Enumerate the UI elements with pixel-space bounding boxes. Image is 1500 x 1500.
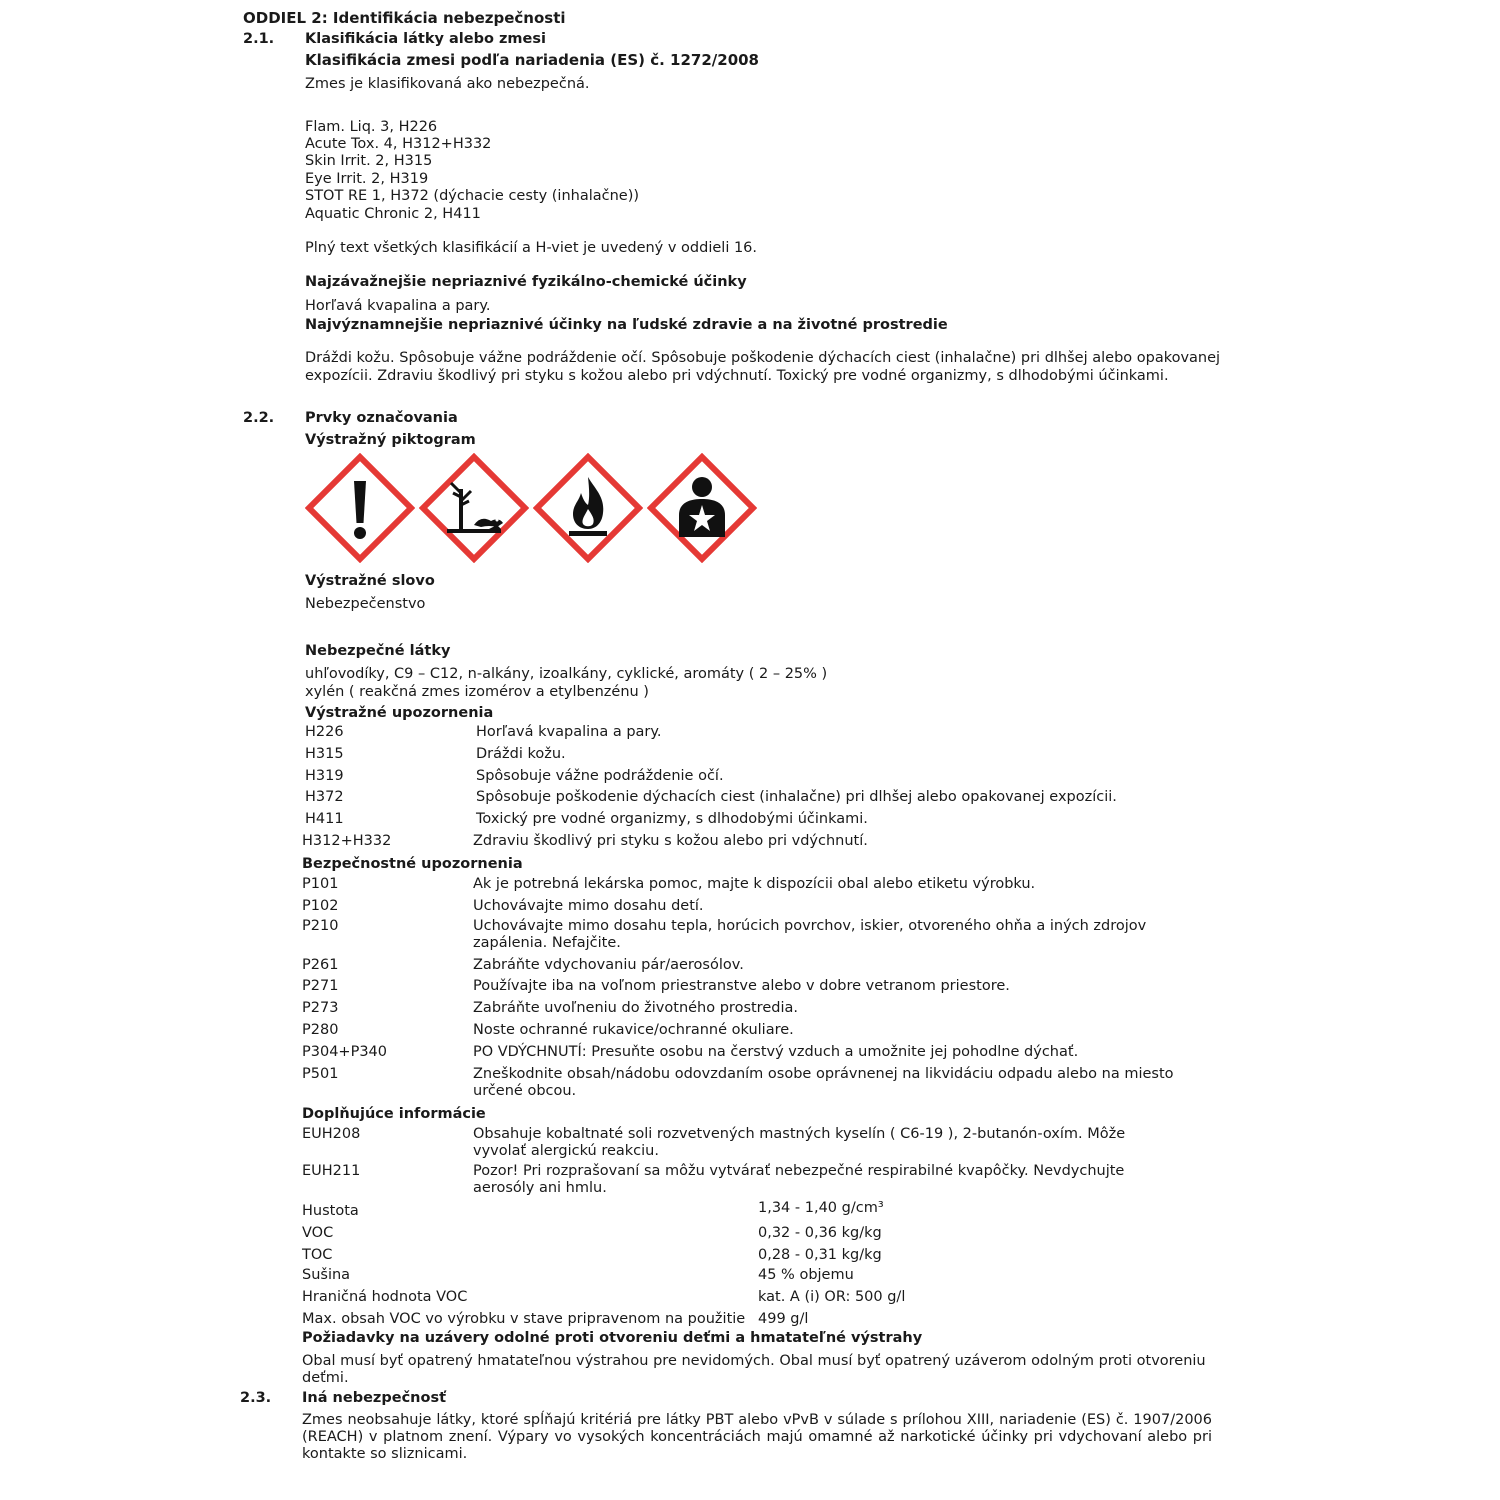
supplemental-code: EUH208 — [302, 1126, 361, 1142]
health-text: expozícii. Zdraviu škodlivý pri styku s kožou alebo pri vdýchnutí. Toxický pre vodné organizmy, s dlhodobými účinkami. — [305, 368, 1169, 384]
property-label: Sušina — [302, 1267, 351, 1283]
precaution-code: P102 — [302, 898, 339, 914]
property-value: 0,28 - 0,31 kg/kg — [758, 1247, 882, 1263]
health-heading: Najvýznamnejšie nepriaznivé účinky na ľudské zdravie a na životné prostredie — [305, 317, 948, 333]
section-number-2-3: 2.3. — [240, 1390, 272, 1406]
property-value: 1,34 - 1,40 g/cm³ — [758, 1200, 884, 1216]
precaution-text: Ak je potrebná lekárska pomoc, majte k dispozícii obal alebo etiketu výrobku. — [473, 876, 1036, 892]
precaution-text: Používajte iba na voľnom priestranstve alebo v dobre vetranom priestore. — [473, 978, 1010, 994]
classification-item: STOT RE 1, H372 (dýchacie cesty (inhalačne)) — [305, 188, 640, 204]
child-closure-heading: Požiadavky na uzávery odolné proti otvoreniu deťmi a hmatateľné výstrahy — [302, 1330, 923, 1346]
hazard-text: Spôsobuje vážne podráždenie očí. — [476, 768, 724, 784]
precaution-text: Noste ochranné rukavice/ochranné okuliare. — [473, 1022, 794, 1038]
hazard-code: H319 — [305, 768, 344, 784]
section-title: ODDIEL 2: Identifikácia nebezpečnosti — [243, 9, 566, 27]
property-label: Hustota — [302, 1203, 359, 1219]
precaution-code: P271 — [302, 978, 339, 994]
subsection-title-2-2: Prvky označovania — [305, 410, 458, 426]
section-number-2-2: 2.2. — [243, 410, 275, 426]
subsection-title-2-3: Iná nebezpečnosť — [302, 1390, 447, 1406]
section-number-2-1: 2.1. — [243, 31, 275, 47]
precaution-code: P280 — [302, 1022, 339, 1038]
physchem-heading: Najzávažnejšie nepriaznivé fyzikálno-chemické účinky — [305, 274, 747, 290]
classification-item: Acute Tox. 4, H312+H332 — [305, 136, 492, 152]
hazardous-substances-heading: Nebezpečné látky — [305, 643, 451, 659]
hazard-code: H315 — [305, 746, 344, 762]
precaution-code: P210 — [302, 918, 339, 934]
classification-regulation-heading: Klasifikácia zmesi podľa nariadenia (ES) č. 1272/2008 — [305, 51, 759, 69]
property-label: Hraničná hodnota VOC — [302, 1289, 468, 1305]
precaution-code: P304+P340 — [302, 1044, 387, 1060]
classification-item: Aquatic Chronic 2, H411 — [305, 206, 481, 222]
supplemental-text: Pozor! Pri rozprašovaní sa môžu vytvárať nebezpečné respirabilné kvapôčky. Nevdychujte aerosóly ani hmlu. — [473, 1163, 1125, 1196]
property-label: TOC — [302, 1247, 333, 1263]
hazard-text: Zdraviu škodlivý pri styku s kožou alebo pri vdýchnutí. — [473, 833, 868, 849]
fulltext-note: Plný text všetkých klasifikácií a H-viet je uvedený v oddieli 16. — [305, 240, 758, 256]
property-value: kat. A (i) OR: 500 g/l — [758, 1289, 906, 1305]
property-value: 0,32 - 0,36 kg/kg — [758, 1225, 882, 1241]
precaution-text: Zabráňte vdychovaniu pár/aerosólov. — [473, 957, 744, 973]
classification-item: Eye Irrit. 2, H319 — [305, 171, 429, 187]
health-text: Dráždi kožu. Spôsobuje vážne podráždenie očí. Spôsobuje poškodenie dýchacích ciest (inhalačne) pri dlhšej alebo opakovanej — [305, 350, 1221, 366]
flame-icon — [533, 453, 643, 563]
property-label: Max. obsah VOC vo výrobku v stave pripravenom na použitie — [302, 1311, 746, 1327]
hazard-code: H226 — [305, 724, 344, 740]
precaution-text: Zneškodnite obsah/nádobu odovzdaním osobe oprávnenej na likvidáciu odpadu alebo na miesto určené obcou. — [473, 1066, 1174, 1099]
other-hazards-text: Zmes neobsahuje látky, ktoré spĺňajú kritériá pre látky PBT alebo vPvB v súlade s prílohou XIII, nariadenie (ES) č. 1907/2006 (REACH) v platnom znení. Výpary vo vysokých koncentráciách majú omamné až narkotické účinky pri vdychovaní alebo pri kontakte so sliznicami. — [302, 1412, 1212, 1462]
signal-word: Nebezpečenstvo — [305, 596, 426, 612]
precaution-text: Uchovávajte mimo dosahu detí. — [473, 898, 704, 914]
substance-item: xylén ( reakčná zmes izomérov a etylbenzénu ) — [305, 684, 649, 700]
property-value: 499 g/l — [758, 1311, 809, 1327]
environment-icon — [419, 453, 529, 563]
precaution-code: P273 — [302, 1000, 339, 1016]
hazard-text: Dráždi kožu. — [476, 746, 566, 762]
hazard-text: Horľavá kvapalina a pary. — [476, 724, 662, 740]
precautionary-statements-heading: Bezpečnostné upozornenia — [302, 856, 523, 872]
hazard-code: H372 — [305, 789, 344, 805]
subsection-title-2-1: Klasifikácia látky alebo zmesi — [305, 31, 546, 47]
classification-item: Flam. Liq. 3, H226 — [305, 119, 438, 135]
substance-item: uhľovodíky, C9 – C12, n-alkány, izoalkány, cyklické, aromáty ( 2 – 25% ) — [305, 666, 828, 682]
child-closure-text: Obal musí byť opatrený hmatateľnou výstrahou pre nevidomých. Obal musí byť opatrený uzáverom odolným proti otvoreniu deťmi. — [302, 1353, 1206, 1386]
property-label: VOC — [302, 1225, 334, 1241]
precaution-text: Zabráňte uvoľneniu do životného prostredia. — [473, 1000, 798, 1016]
health-hazard-icon — [647, 453, 757, 563]
exclamation-mark-icon — [305, 453, 415, 563]
precaution-text: Uchovávajte mimo dosahu tepla, horúcich povrchov, iskier, otvoreného ohňa a iných zdrojov zapálenia. Nefajčite. — [473, 918, 1147, 951]
physchem-text: Horľavá kvapalina a pary. — [305, 298, 491, 314]
precaution-code: P501 — [302, 1066, 339, 1082]
supplemental-info-heading: Doplňujúce informácie — [302, 1106, 486, 1122]
hazard-text: Toxický pre vodné organizmy, s dlhodobými účinkami. — [476, 811, 868, 827]
precaution-code: P261 — [302, 957, 339, 973]
classification-item: Skin Irrit. 2, H315 — [305, 153, 433, 169]
precaution-text: PO VDÝCHNUTÍ: Presuňte osobu na čerstvý vzduch a umožnite jej pohodlne dýchať. — [473, 1044, 1079, 1060]
hazard-code: H411 — [305, 811, 344, 827]
supplemental-code: EUH211 — [302, 1163, 361, 1179]
signal-word-heading: Výstražné slovo — [305, 573, 435, 589]
hazard-statements-heading: Výstražné upozornenia — [305, 705, 494, 721]
property-value: 45 % objemu — [758, 1267, 854, 1283]
hazard-text: Spôsobuje poškodenie dýchacích ciest (inhalačne) pri dlhšej alebo opakovanej expozícii. — [476, 789, 1117, 805]
pictogram-heading: Výstražný piktogram — [305, 432, 476, 448]
precaution-code: P101 — [302, 876, 339, 892]
supplemental-text: Obsahuje kobaltnaté soli rozvetvených mastných kyselín ( C6-19 ), 2-butanón-oxím. Môže vyvolať alergickú reakciu. — [473, 1126, 1126, 1159]
classified-statement: Zmes je klasifikovaná ako nebezpečná. — [305, 76, 590, 92]
hazard-code: H312+H332 — [302, 833, 392, 849]
